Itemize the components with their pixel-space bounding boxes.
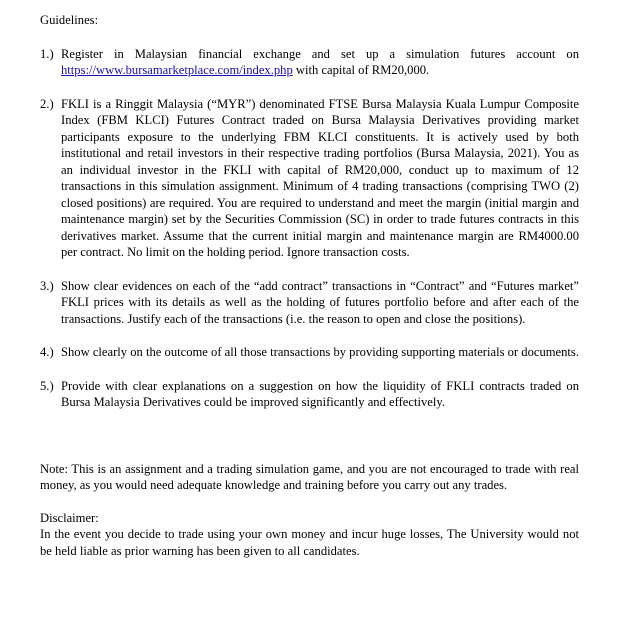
item-number: 5.) (40, 378, 54, 393)
guideline-item-5 (40, 378, 579, 411)
note-paragraph: Note: This is an assignment and a trading simulation game, and you are not encouraged to trade with real money, as you would need adequate knowledge and training before you carry out any trades. (40, 461, 579, 492)
item-number: 3.) (40, 278, 54, 293)
item-number: 2.) (40, 96, 54, 111)
item-number: 1.) (40, 46, 54, 61)
item-text: Show clear evidences on each of the “add contract” transactions in “Contract” and “Futures market” FKLI prices with its details as well as the holding of futures portfolio before and after each of the transactions. Justify each of the transactions (i.e. the reason to open and close the positions). (61, 278, 579, 326)
item-text: Provide with clear explanations on a suggestion on how the liquidity of FKLI contracts traded on Bursa Malaysia Derivatives could be improved significantly and effectively. (61, 378, 579, 409)
disclaimer-text: In the event you decide to trade using your own money and incur huge losses, The University would not be held liable as prior warning has been given to all candidates. (40, 527, 579, 558)
item-text (61, 46, 579, 79)
item-text-after-link: with capital of RM20,000. (292, 63, 430, 77)
guidelines-heading: Guidelines: (40, 13, 99, 27)
guideline-item-1 (40, 46, 579, 79)
guideline-item-2 (40, 96, 579, 261)
disclaimer-title: Disclaimer: (40, 510, 99, 525)
item-text: FKLI is a Ringgit Malaysia (“MYR”) denominated FTSE Bursa Malaysia Kuala Lumpur Composite Index (FBM KLCI) Futures Contract traded on Bursa Malaysia Derivatives providing market participants exposure to the underlying FBM KLCI constituents. It is actively used by both institutional and retail investors in their respective trading portfolios (Bursa Malaysia, 2021). You as an individual investor in the FKLI with capital of RM20,000, conduct up to maximum of 12 transactions in this simulation assignment. Minimum of 4 trading transactions (comprising TWO (2) closed positions) are required. You are required to understand and meet the margin (initial margin and maintenance margin) set by the Securities Commission (SC) in order to trade futures contracts in this derivatives market. Assume that the current initial margin and maintenance margin are RM4000.00 per contract. No limit on the holding period. Ignore transaction costs. (61, 96, 579, 259)
guideline-item-3 (40, 278, 579, 328)
item-text: Show clearly on the outcome of all those transactions by providing supporting materials or documents. (61, 345, 579, 359)
item-text-before-link: Register in Malaysian financial exchange and set up a simulation futures account on (61, 46, 579, 61)
item-number: 4.) (40, 345, 54, 359)
guideline-item-4 (40, 344, 579, 361)
guidelines-list (40, 46, 579, 411)
bursa-marketplace-link[interactable]: https://www.bursamarketplace.com/index.php (61, 63, 293, 77)
